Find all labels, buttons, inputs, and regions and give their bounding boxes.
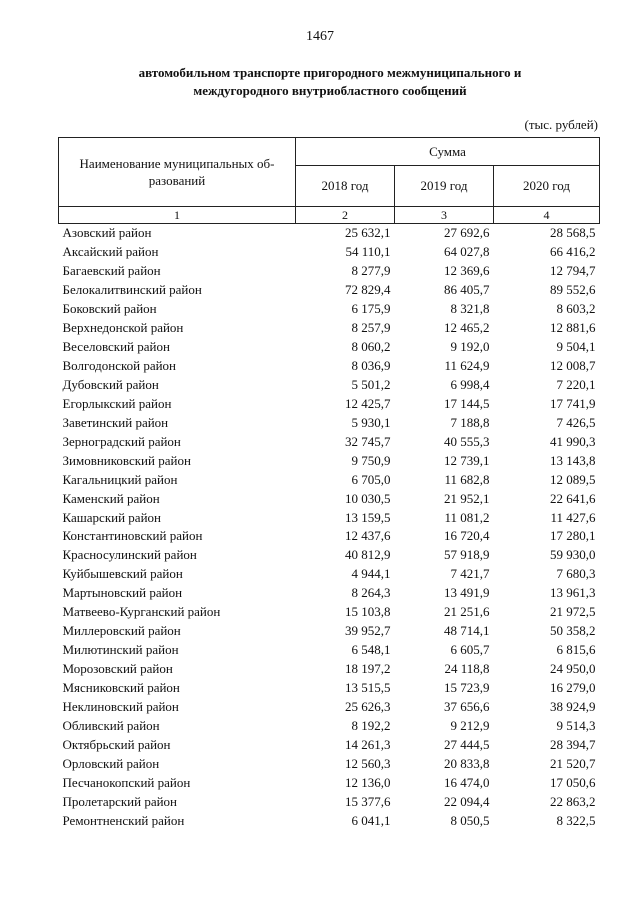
amount-cell: 12 089,5 xyxy=(550,471,596,487)
amount-cell: 4 944,1 xyxy=(351,566,391,582)
amount-cell: 8 257,9 xyxy=(351,320,391,336)
table-row xyxy=(59,584,600,603)
amount-cell: 8 321,8 xyxy=(450,301,490,317)
amount-cell: 41 990,3 xyxy=(550,433,596,449)
amount-cell: 8 050,5 xyxy=(450,812,490,828)
table-row xyxy=(59,622,600,641)
district-name-cell: Константиновский район xyxy=(62,528,203,544)
district-name-cell: Миллеровский район xyxy=(62,623,181,639)
header-name-column: Наименование муниципальных об-разований xyxy=(59,138,296,207)
table-row xyxy=(59,432,600,451)
title-line-1: автомобильном транспорте пригородного межмуниципального и xyxy=(138,65,522,80)
table-row xyxy=(59,565,600,584)
column-number: 1 xyxy=(59,207,296,224)
amount-cell: 12 465,2 xyxy=(444,320,490,336)
table-row xyxy=(59,357,600,376)
amount-cell: 24 118,8 xyxy=(444,661,490,677)
district-name-cell: Заветинский район xyxy=(62,414,169,430)
amount-cell: 39 952,7 xyxy=(345,623,391,639)
amount-cell: 6 998,4 xyxy=(450,376,490,392)
amount-cell: 11 682,8 xyxy=(444,471,490,487)
amount-cell: 12 425,7 xyxy=(345,395,391,411)
amount-cell: 5 501,2 xyxy=(351,376,391,392)
amount-cell: 27 692,6 xyxy=(444,225,490,241)
amount-cell: 11 427,6 xyxy=(550,509,596,525)
amount-cell: 21 520,7 xyxy=(550,755,596,771)
amount-cell: 6 175,9 xyxy=(351,301,391,317)
district-name-cell: Милютинский район xyxy=(62,642,179,658)
district-name-cell: Зимовниковский район xyxy=(62,452,191,468)
district-name-cell: Мясниковский район xyxy=(62,679,180,695)
district-name-cell: Дубовский район xyxy=(62,376,159,392)
amount-cell: 12 560,3 xyxy=(345,755,391,771)
amount-cell: 86 405,7 xyxy=(444,282,490,298)
amount-cell: 16 474,0 xyxy=(444,774,490,790)
amount-cell: 21 251,6 xyxy=(444,604,490,620)
table-row xyxy=(59,697,600,716)
district-name-cell: Зерноградский район xyxy=(62,433,181,449)
amount-cell: 12 136,0 xyxy=(345,774,391,790)
amount-cell: 9 212,9 xyxy=(450,717,490,733)
amount-cell: 15 103,8 xyxy=(345,604,391,620)
amount-cell: 40 555,3 xyxy=(444,433,490,449)
amount-cell: 9 514,3 xyxy=(556,717,596,733)
amount-cell: 21 952,1 xyxy=(444,490,490,506)
district-name-cell: Морозовский район xyxy=(62,661,173,677)
amount-cell: 38 924,9 xyxy=(550,698,596,714)
amount-cell: 8 264,3 xyxy=(351,585,391,601)
amount-cell: 50 358,2 xyxy=(550,623,596,639)
amount-cell: 72 829,4 xyxy=(345,282,391,298)
title-line-2: междугородного внутриобластного сообщений xyxy=(193,83,467,98)
district-name-cell: Кашарский район xyxy=(62,509,161,525)
amount-cell: 12 881,6 xyxy=(550,320,596,336)
amount-cell: 16 720,4 xyxy=(444,528,490,544)
district-name-cell: Неклиновский район xyxy=(62,698,179,714)
amount-cell: 8 036,9 xyxy=(351,358,391,374)
table-row xyxy=(59,641,600,660)
amount-cell: 57 918,9 xyxy=(444,547,490,563)
district-name-cell: Белокалитвинский район xyxy=(62,282,202,298)
table-row xyxy=(59,716,600,735)
table-row xyxy=(59,792,600,811)
amount-cell: 37 656,6 xyxy=(444,698,490,714)
district-name-cell: Волгодонской район xyxy=(62,358,177,374)
amount-cell: 6 041,1 xyxy=(351,812,391,828)
amount-cell: 13 143,8 xyxy=(550,452,596,468)
amount-cell: 8 192,2 xyxy=(351,717,391,733)
district-name-cell: Верхнедонской район xyxy=(62,320,184,336)
amount-cell: 25 632,1 xyxy=(345,225,391,241)
district-name-cell: Ремонтненский район xyxy=(62,812,185,828)
amount-cell: 7 188,8 xyxy=(450,414,490,430)
amount-cell: 18 197,2 xyxy=(345,661,391,677)
amount-cell: 13 961,3 xyxy=(550,585,596,601)
table-row xyxy=(59,262,600,281)
amount-cell: 8 277,9 xyxy=(351,263,391,279)
district-name-cell: Октябрьский район xyxy=(62,736,171,752)
amount-cell: 21 972,5 xyxy=(550,604,596,620)
table-row xyxy=(59,754,600,773)
amount-cell: 13 515,5 xyxy=(345,679,391,695)
column-number: 3 xyxy=(395,207,494,224)
table-row xyxy=(59,811,600,830)
table-row xyxy=(59,224,600,243)
amount-cell: 54 110,1 xyxy=(345,244,391,260)
amount-cell: 9 192,0 xyxy=(450,339,490,355)
header-year-2020: 2020 год xyxy=(494,166,600,207)
table-row xyxy=(59,413,600,432)
district-name-cell: Кагальницкий район xyxy=(62,471,178,487)
amount-cell: 13 491,9 xyxy=(444,585,490,601)
amount-cell: 20 833,8 xyxy=(444,755,490,771)
units-label: (тыс. рублей) xyxy=(524,117,598,132)
district-name-cell: Песчанокопский район xyxy=(62,774,191,790)
amount-cell: 32 745,7 xyxy=(345,433,391,449)
amount-cell: 6 705,0 xyxy=(351,471,391,487)
district-name-cell: Мартыновский район xyxy=(62,585,183,601)
amount-cell: 7 426,5 xyxy=(556,414,596,430)
amount-cell: 89 552,6 xyxy=(550,282,596,298)
district-name-cell: Пролетарский район xyxy=(62,793,178,809)
table-row xyxy=(59,451,600,470)
amount-cell: 9 504,1 xyxy=(556,339,596,355)
amount-cell: 15 723,9 xyxy=(444,679,490,695)
header-year-2019: 2019 год xyxy=(395,166,494,207)
amount-cell: 8 322,5 xyxy=(556,812,596,828)
amount-cell: 10 030,5 xyxy=(345,490,391,506)
amount-cell: 14 261,3 xyxy=(345,736,391,752)
amount-cell: 12 369,6 xyxy=(444,263,490,279)
amount-cell: 48 714,1 xyxy=(444,623,490,639)
table-row xyxy=(59,660,600,679)
amount-cell: 17 144,5 xyxy=(444,395,490,411)
amount-cell: 8 060,2 xyxy=(351,339,391,355)
page-number: 1467 xyxy=(306,29,334,44)
amount-cell: 17 741,9 xyxy=(550,395,596,411)
amount-cell: 25 626,3 xyxy=(345,698,391,714)
amount-cell: 28 568,5 xyxy=(550,225,596,241)
amount-cell: 5 930,1 xyxy=(351,414,391,430)
amount-cell: 9 750,9 xyxy=(351,452,391,468)
amount-cell: 7 220,1 xyxy=(556,376,596,392)
amount-cell: 40 812,9 xyxy=(345,547,391,563)
header-sum: Сумма xyxy=(296,138,600,166)
table-row xyxy=(59,546,600,565)
district-name-cell: Боковский район xyxy=(62,301,157,317)
amount-cell: 22 863,2 xyxy=(550,793,596,809)
district-name-cell: Каменский район xyxy=(62,490,160,506)
district-name-cell: Багаевский район xyxy=(62,263,161,279)
amount-cell: 6 815,6 xyxy=(556,642,596,658)
table-row xyxy=(59,679,600,698)
district-name-cell: Орловский район xyxy=(62,755,160,771)
budget-table xyxy=(58,137,600,830)
amount-cell: 8 603,2 xyxy=(556,301,596,317)
table-row xyxy=(59,319,600,338)
amount-cell: 12 794,7 xyxy=(550,263,596,279)
table-row xyxy=(59,243,600,262)
amount-cell: 17 050,6 xyxy=(550,774,596,790)
amount-cell: 6 605,7 xyxy=(450,642,490,658)
column-number: 2 xyxy=(296,207,395,224)
amount-cell: 12 008,7 xyxy=(550,358,596,374)
amount-cell: 22 641,6 xyxy=(550,490,596,506)
amount-cell: 17 280,1 xyxy=(550,528,596,544)
district-name-cell: Азовский район xyxy=(62,225,152,241)
amount-cell: 15 377,6 xyxy=(345,793,391,809)
table-row xyxy=(59,376,600,395)
table-row xyxy=(59,281,600,300)
amount-cell: 6 548,1 xyxy=(351,642,391,658)
amount-cell: 66 416,2 xyxy=(550,244,596,260)
amount-cell: 27 444,5 xyxy=(444,736,490,752)
district-name-cell: Егорлыкский район xyxy=(62,395,172,411)
amount-cell: 16 279,0 xyxy=(550,679,596,695)
table-row xyxy=(59,527,600,546)
district-name-cell: Красносулинский район xyxy=(62,547,197,563)
document-title xyxy=(60,64,600,100)
amount-cell: 11 081,2 xyxy=(444,509,490,525)
table-row xyxy=(59,773,600,792)
amount-cell: 24 950,0 xyxy=(550,661,596,677)
amount-cell: 7 680,3 xyxy=(556,566,596,582)
amount-cell: 11 624,9 xyxy=(444,358,490,374)
district-name-cell: Аксайский район xyxy=(62,244,159,260)
amount-cell: 22 094,4 xyxy=(444,793,490,809)
table-row xyxy=(59,394,600,413)
amount-cell: 64 027,8 xyxy=(444,244,490,260)
table-row xyxy=(59,735,600,754)
amount-cell: 59 930,0 xyxy=(550,547,596,563)
amount-cell: 7 421,7 xyxy=(450,566,490,582)
table-row xyxy=(59,508,600,527)
district-name-cell: Веселовский район xyxy=(62,339,170,355)
column-number: 4 xyxy=(494,207,600,224)
district-name-cell: Матвеево-Курганский район xyxy=(62,604,221,620)
table-row xyxy=(59,338,600,357)
district-name-cell: Куйбышевский район xyxy=(62,566,183,582)
amount-cell: 13 159,5 xyxy=(345,509,391,525)
amount-cell: 12 739,1 xyxy=(444,452,490,468)
table-row xyxy=(59,489,600,508)
table-row xyxy=(59,603,600,622)
district-name-cell: Обливский район xyxy=(62,717,160,733)
amount-cell: 12 437,6 xyxy=(345,528,391,544)
table-row xyxy=(59,300,600,319)
table-body xyxy=(59,224,600,831)
table-row xyxy=(59,470,600,489)
header-year-2018: 2018 год xyxy=(296,166,395,207)
amount-cell: 28 394,7 xyxy=(550,736,596,752)
